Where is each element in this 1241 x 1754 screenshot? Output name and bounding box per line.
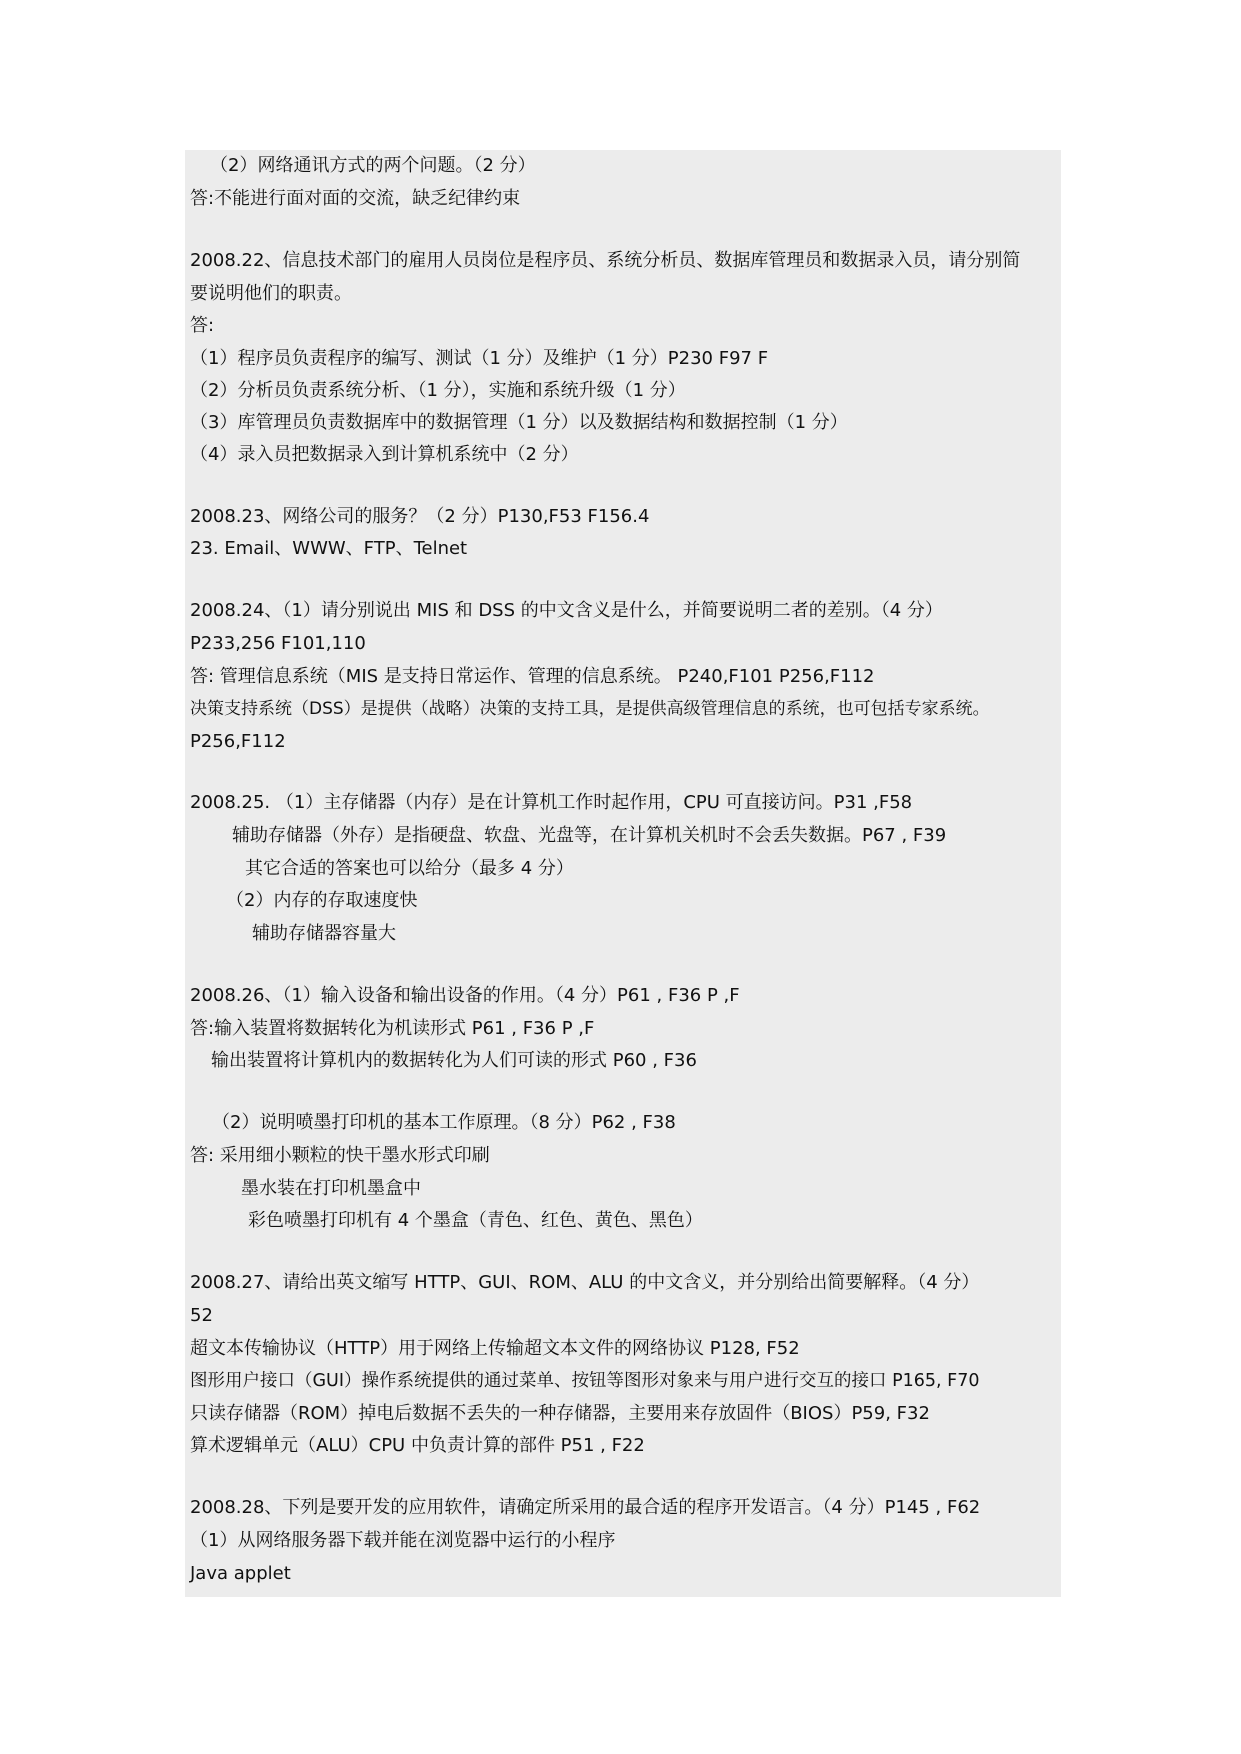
text-line: 超文本传输协议（HTTP）用于网络上传输超文本文件的网络协议 P128, F52: [190, 1338, 800, 1359]
text-line: 2008.27、请给出英文缩写 HTTP、GUI、ROM、ALU 的中文含义，并分别给出简要解释。（4 分）: [190, 1272, 980, 1293]
text-line: 墨水装在打印机墨盒中: [241, 1178, 421, 1199]
text-line: （3）库管理员负责数据库中的数据管理（1 分）以及数据结构和数据控制（1 分）: [190, 412, 848, 433]
text-line: 决策支持系统（DSS）是提供（战略）决策的支持工具，是提供高级管理信息的系统，也可包括专家系统。: [190, 699, 990, 719]
text-line: （1）从网络服务器下载并能在浏览器中运行的小程序: [190, 1530, 616, 1551]
text-line: 2008.25. （1）主存储器（内存）是在计算机工作时起作用，CPU 可直接访问。P31 ,F58: [190, 792, 913, 813]
text-line: 答: 管理信息系统（MIS 是支持日常运作、管理的信息系统。 P240,F101 P256,F112: [190, 666, 875, 687]
text-line: P256,F112: [190, 731, 286, 752]
text-line: （4）录入员把数据录入到计算机系统中（2 分）: [190, 444, 579, 465]
text-line: 2008.28、下列是要开发的应用软件，请确定所采用的最合适的程序开发语言。（4 分）P145 , F62: [190, 1497, 981, 1518]
text-line: 23. Email、WWW、FTP、Telnet: [190, 538, 468, 559]
text-line: （2）分析员负责系统分析、（1 分），实施和系统升级（1 分）: [190, 380, 686, 401]
text-line: 答:: [190, 315, 215, 336]
text-line: 辅助存储器容量大: [252, 923, 396, 944]
text-line: 彩色喷墨打印机有 4 个墨盒（青色、红色、黄色、黑色）: [248, 1210, 703, 1231]
text-line: 要说明他们的职责。: [190, 283, 352, 304]
text-line: 输出装置将计算机内的数据转化为人们可读的形式 P60 , F36: [211, 1050, 697, 1071]
text-line: （2）内存的存取速度快: [226, 890, 418, 911]
text-line: Java applet: [190, 1563, 291, 1584]
text-line: 其它合适的答案也可以给分（最多 4 分）: [245, 858, 574, 879]
text-line: 算术逻辑单元（ALU）CPU 中负责计算的部件 P51 , F22: [190, 1435, 645, 1456]
text-line: （2）网络通讯方式的两个问题。（2 分）: [210, 155, 536, 176]
text-line: 答:输入装置将数据转化为机读形式 P61 , F36 P ,F: [190, 1018, 595, 1039]
text-line: 2008.22、信息技术部门的雇用人员岗位是程序员、系统分析员、数据库管理员和数据录入员，请分别简: [190, 250, 1021, 271]
text-line: P233,256 F101,110: [190, 633, 366, 654]
text-line: 只读存储器（ROM）掉电后数据不丢失的一种存储器，主要用来存放固件（BIOS）P59, F32: [190, 1403, 930, 1424]
text-line: （1）程序员负责程序的编写、测试（1 分）及维护（1 分）P230 F97 F: [190, 348, 769, 369]
text-line: 2008.24、（1）请分别说出 MIS 和 DSS 的中文含义是什么，并简要说明二者的差别。（4 分）: [190, 600, 943, 621]
text-line: 答: 采用细小颗粒的快干墨水形式印刷: [190, 1145, 490, 1166]
text-line: 图形用户接口（GUI）操作系统提供的通过菜单、按钮等图形对象来与用户进行交互的接口 P165, F70: [190, 1371, 980, 1391]
text-line: 52: [190, 1305, 213, 1326]
text-line: （2）说明喷墨打印机的基本工作原理。（8 分）P62 , F38: [212, 1112, 676, 1133]
text-line: 2008.23、网络公司的服务？（2 分）P130,F53 F156.4: [190, 506, 650, 527]
text-line: 辅助存储器（外存）是指硬盘、软盘、光盘等，在计算机关机时不会丢失数据。P67 , F39: [232, 825, 947, 846]
text-line: 2008.26、（1）输入设备和输出设备的作用。（4 分）P61 , F36 P ,F: [190, 985, 740, 1006]
text-line: 答:不能进行面对面的交流，缺乏纪律约束: [190, 188, 521, 209]
